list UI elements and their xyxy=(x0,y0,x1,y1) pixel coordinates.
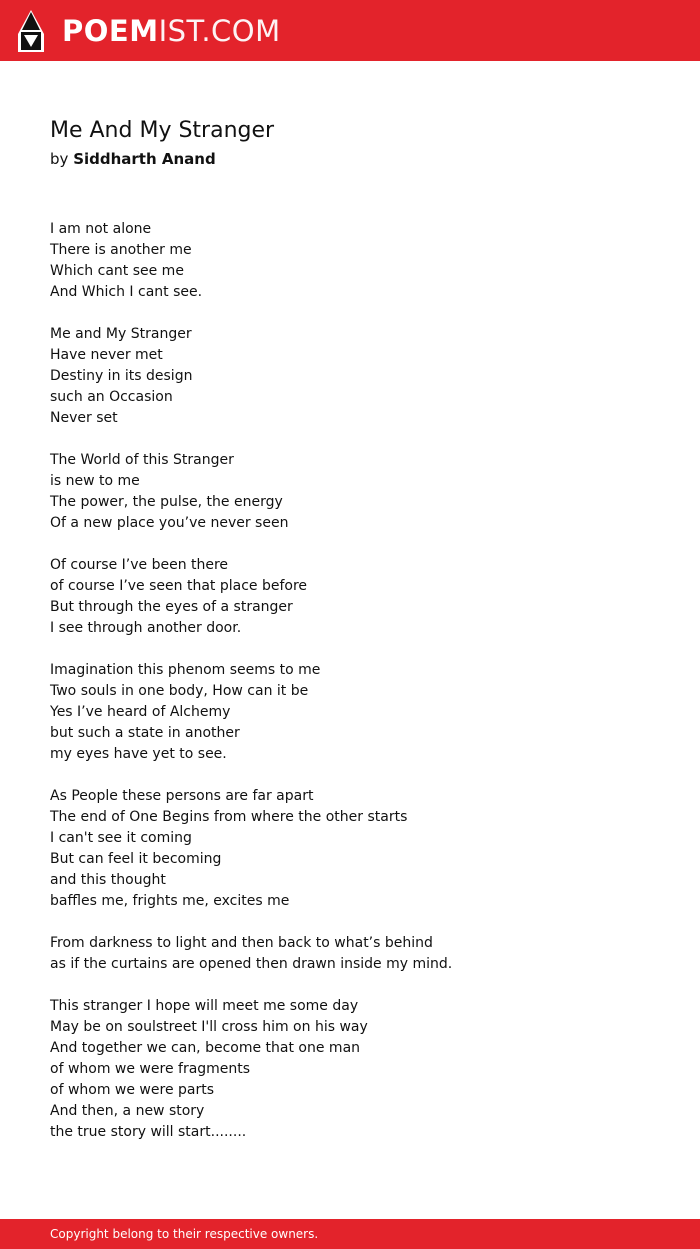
poem-line: such an Occasion xyxy=(50,389,173,405)
poem-line: Of a new place you’ve never seen xyxy=(50,515,289,531)
poem-line: I am not alone xyxy=(50,221,152,237)
poem-line: Two souls in one body, How can it be xyxy=(50,683,309,699)
poem-line: But can feel it becoming xyxy=(50,851,222,867)
poem-line: And Which I cant see. xyxy=(50,284,203,300)
poem-line: the true story will start........ xyxy=(50,1124,247,1140)
poem-line: And then, a new story xyxy=(50,1103,205,1119)
poem-line: my eyes have yet to see. xyxy=(50,746,227,762)
poem-stanza xyxy=(50,996,670,1143)
site-logo[interactable] xyxy=(18,10,281,52)
poem-line: May be on soulstreet I'll cross him on his way xyxy=(50,1019,368,1035)
poem-line: The power, the pulse, the energy xyxy=(50,494,283,510)
poem-line: The World of this Stranger xyxy=(50,452,234,468)
poem-line: But through the eyes of a stranger xyxy=(50,599,293,615)
poem-line: Never set xyxy=(50,410,118,426)
poem-line: And together we can, become that one man xyxy=(50,1040,361,1056)
poem-line: Yes I’ve heard of Alchemy xyxy=(50,704,231,720)
poem-line: of course I’ve seen that place before xyxy=(50,578,308,594)
poem-title: Me And My Stranger xyxy=(50,118,275,143)
poem-line: From darkness to light and then back to what’s behind xyxy=(50,935,433,951)
poem-line: As People these persons are far apart xyxy=(50,788,314,804)
pen-nib-icon xyxy=(18,10,44,52)
logo-wordmark xyxy=(62,10,281,52)
poem-line: baffles me, frights me, excites me xyxy=(50,893,290,909)
poem-line: of whom we were parts xyxy=(50,1082,215,1098)
logo-text-bold: POEM xyxy=(62,14,159,48)
poem-line: Me and My Stranger xyxy=(50,326,192,342)
poem-line: Destiny in its design xyxy=(50,368,193,384)
poem-line: Have never met xyxy=(50,347,163,363)
poem-line: I see through another door. xyxy=(50,620,242,636)
poem-line: of whom we were fragments xyxy=(50,1061,251,1077)
poem-stanza xyxy=(50,786,670,912)
poem-stanza xyxy=(50,933,670,975)
author-link[interactable]: Siddharth Anand xyxy=(73,150,216,168)
poem-line: There is another me xyxy=(50,242,192,258)
poem-body xyxy=(50,219,670,1164)
poem-line: Of course I’ve been there xyxy=(50,557,229,573)
poem-line: Which cant see me xyxy=(50,263,184,279)
poem-line: as if the curtains are opened then drawn inside my mind. xyxy=(50,956,453,972)
poem-line: The end of One Begins from where the other starts xyxy=(50,809,408,825)
poem-line: I can't see it coming xyxy=(50,830,192,846)
poem-stanza xyxy=(50,555,670,639)
poem-stanza xyxy=(50,324,670,429)
site-header xyxy=(0,0,700,61)
by-label: by xyxy=(50,150,69,168)
poem-stanza xyxy=(50,660,670,765)
poem-line: is new to me xyxy=(50,473,140,489)
poem-line: and this thought xyxy=(50,872,166,888)
poem-stanza xyxy=(50,450,670,534)
poem-line: Imagination this phenom seems to me xyxy=(50,662,321,678)
poem-line: This stranger I hope will meet me some day xyxy=(50,998,359,1014)
poem-stanza xyxy=(50,219,670,303)
poem-byline xyxy=(50,148,216,170)
poem-line: but such a state in another xyxy=(50,725,240,741)
logo-text-light: IST.COM xyxy=(158,14,281,48)
copyright-text: Copyright belong to their respective owners. xyxy=(50,1227,319,1241)
site-footer xyxy=(0,1219,700,1249)
